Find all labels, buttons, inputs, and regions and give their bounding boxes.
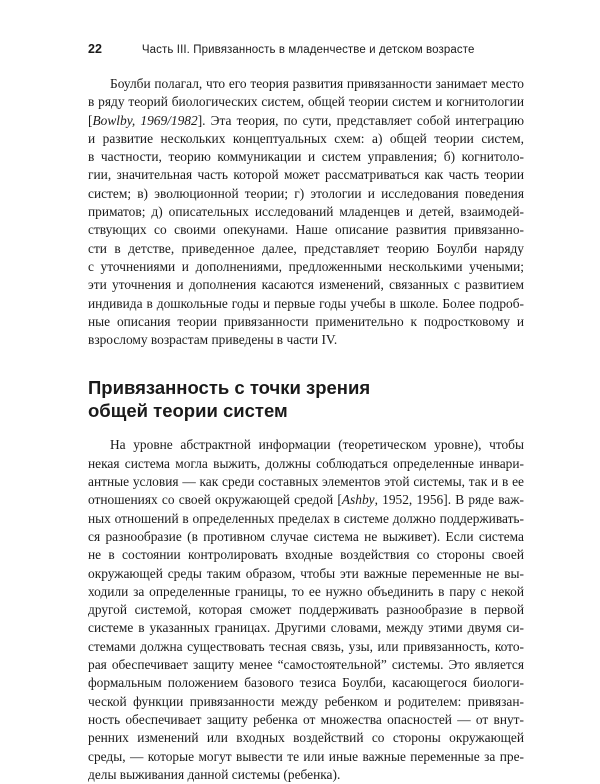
page-header [88, 42, 524, 56]
paragraph-intro-line: ствующих со своими опекунами. Наше описание развития привязанно- [88, 222, 524, 238]
paragraph-systems-theory [88, 436, 524, 784]
paragraph-systems-line: На уровне абстрактной информации (теоретическом уровне), чтобы [110, 437, 524, 453]
paragraph-systems-line: ных отношений в определенных пределах в системе должно поддерживать- [88, 510, 524, 526]
paragraph-systems-line: рая обеспечивает защиту менее “самостоятельной” системы. Это является [88, 657, 524, 673]
paragraph-intro-line: с уточнениями и дополнениями, предложенными несколькими учеными; [88, 258, 524, 274]
section-heading-line-2: общей теории систем [88, 400, 288, 422]
paragraph-intro-line: взрослому возрастам приведены в части IV. [88, 332, 338, 348]
paragraph-intro-line: гии, значительная часть которой может рассматриваться как часть теории [88, 167, 524, 183]
paragraph-systems-line: системе в указанных границах. Другими словами, между этими двумя си- [88, 620, 524, 636]
paragraph-systems-line: некая система могла выжить, должны соблюдаться определенные инвари- [88, 455, 524, 471]
paragraph-systems-line: ческой функции привязанности между ребенком и родителем: привязан- [88, 693, 524, 709]
paragraph-systems-line: отношениях со своей окружающей средой [Ashby, 1952, 1956]. В ряде важ- [88, 492, 524, 508]
paragraph-systems-line: антные условия — как среди составных элементов этой системы, так и в ее [88, 474, 524, 490]
paragraph-intro [88, 75, 524, 349]
page-body [88, 75, 524, 784]
paragraph-systems-line: стемами должна существовать тесная связь, узы, или привязанность, кото- [88, 638, 524, 654]
paragraph-systems-line: среды, — которые могут вывести те или иные важные переменные за пре- [88, 748, 524, 764]
paragraph-systems-line: ность обеспечивает защиту ребенка от множества опасностей — от внут- [88, 711, 524, 727]
paragraph-intro-line: систем; в) эволюционной теории; г) этологии и исследования поведения [88, 185, 524, 201]
paragraph-systems-line: ходили за определенные границы, то ее нужно объединить в пару с некой [88, 583, 524, 599]
paragraph-intro-line: эти уточнения и дополнения касаются изменений, связанных с развитием [88, 277, 524, 293]
paragraph-systems-line: не в состоянии контролировать входные воздействия со стороны своей [88, 547, 524, 563]
paragraph-systems-line: окружающей среды таким образом, чтобы эти важные переменные не вы- [88, 565, 524, 581]
paragraph-intro-line: приматов; д) описательных исследований младенцев и детей, взаимодей- [88, 204, 524, 220]
paragraph-intro-line: в ряду теорий биологических систем, общей теории систем и когнитологии [88, 94, 524, 110]
paragraph-intro-line: Боулби полагал, что его теория развития привязанности занимает место [110, 76, 524, 91]
paragraph-systems-line: ся разнообразие (в противном случае система не выживет). Если система [88, 528, 524, 544]
paragraph-intro-line: [Bowlby, 1969/1982]. Эта теория, по сути, представляет собой интеграцию [88, 112, 524, 128]
paragraph-systems-line: делы выживания данной системы (ребенка). [88, 766, 341, 782]
paragraph-systems-line: другой системой, которая сможет поддерживать разнообразие в первой [88, 602, 524, 618]
page-number: 22 [88, 42, 102, 56]
paragraph-intro-line: сти в детстве, приведенное далее, представляет теорию Боулби наряду [88, 240, 524, 256]
paragraph-systems-line: формальным положением базового тезиса Боулби, касающегося биологи- [88, 675, 524, 691]
running-head: Часть III. Привязанность в младенчестве и детском возрасте [141, 44, 475, 56]
paragraph-systems-line: ренних изменений или входных воздействий со стороны окружающей [88, 730, 524, 746]
paragraph-intro-line: и развитие нескольких концептуальных схем: а) общей теории систем, [88, 130, 524, 146]
section-heading-line-1: Привязанность с точки зрения [88, 377, 371, 399]
section-heading [88, 376, 524, 422]
paragraph-intro-line: ные описания теории привязанности применительно к подростковому и [88, 313, 524, 329]
paragraph-intro-line: в частности, теорию коммуникации и систем управления; б) когнитоло- [88, 149, 524, 165]
paragraph-intro-line: индивида в дошкольные годы и первые годы учебы в школе. Более подроб- [88, 295, 524, 311]
